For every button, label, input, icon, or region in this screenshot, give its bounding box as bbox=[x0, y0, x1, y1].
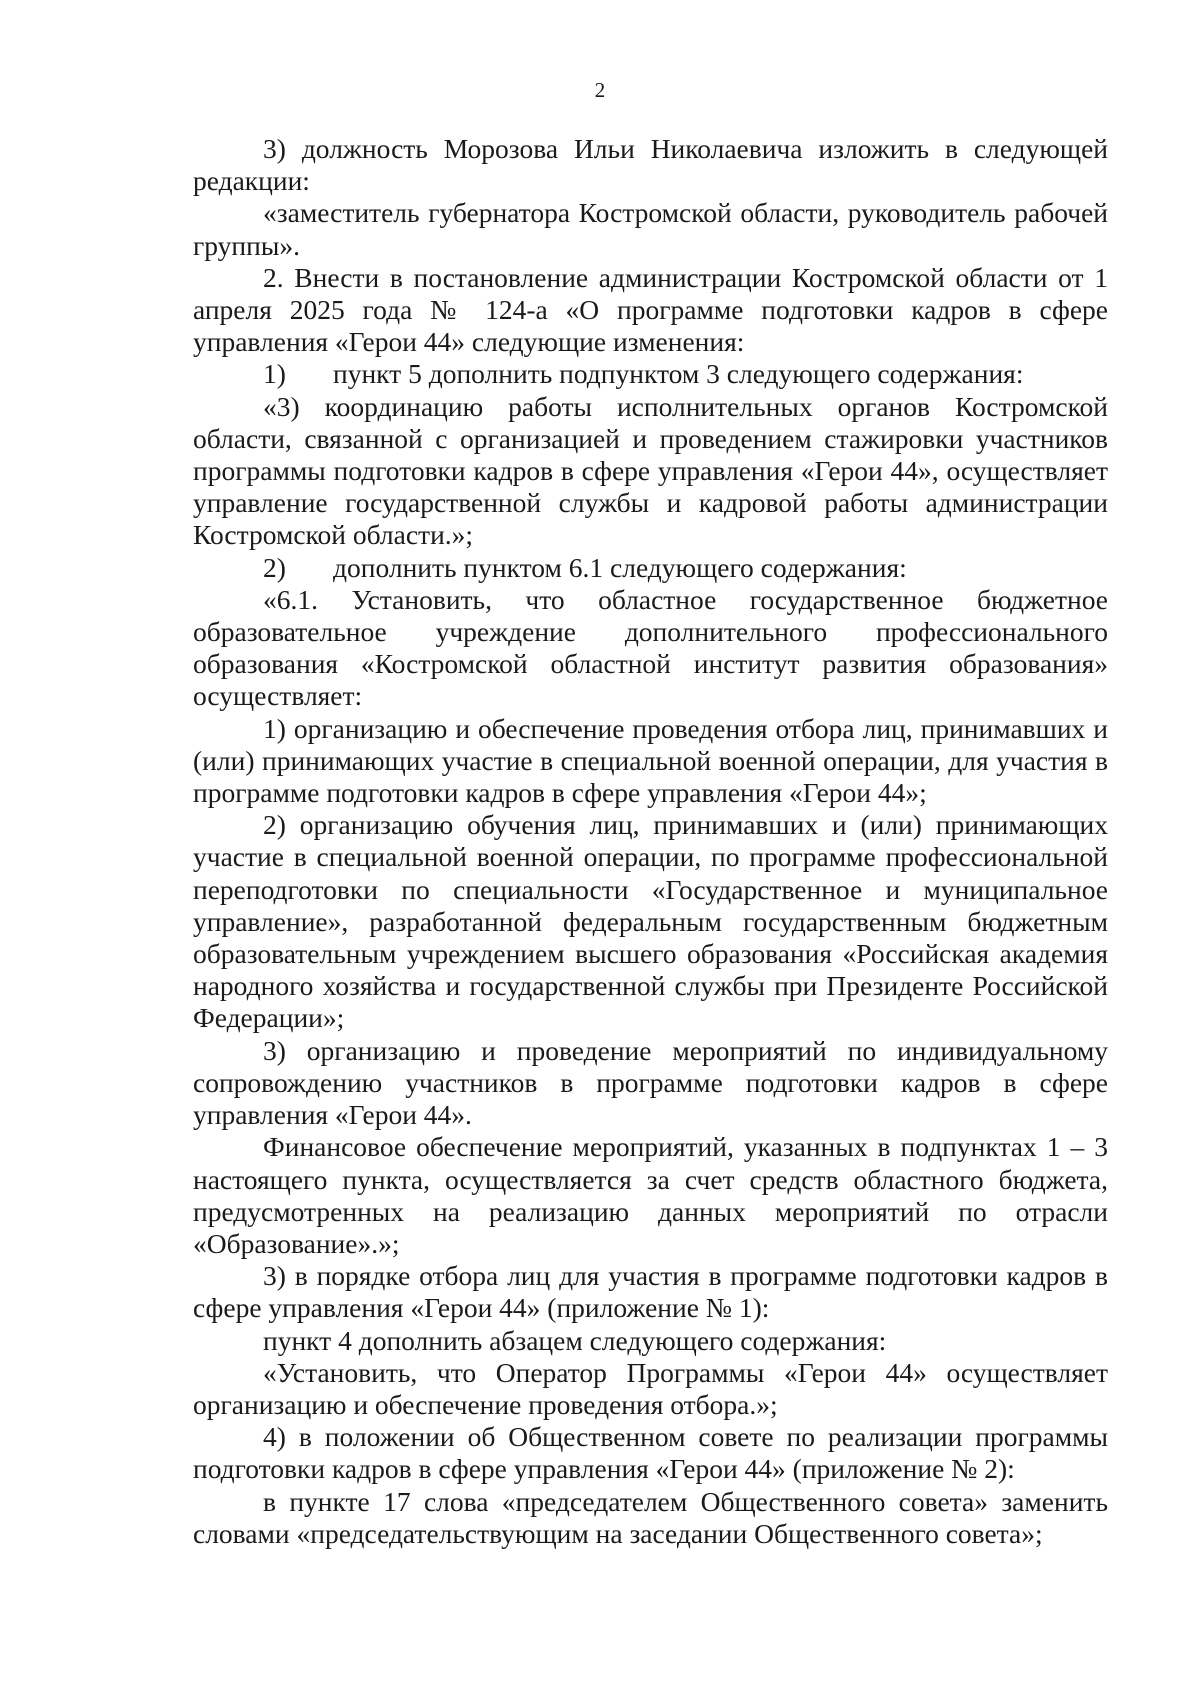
paragraph: 3) в порядке отбора лиц для участия в программе подготовки кадров в сфере управления «Герои 44» (приложение № 1): bbox=[193, 1260, 1108, 1324]
item-number: 1) bbox=[263, 358, 286, 390]
paragraph: «заместитель губернатора Костромской области, руководитель рабочей группы». bbox=[193, 197, 1108, 261]
numbered-item bbox=[193, 358, 1108, 390]
paragraph: 3) должность Морозова Ильи Николаевича изложить в следующей редакции: bbox=[193, 133, 1108, 197]
item-number: 2) bbox=[263, 551, 286, 583]
paragraph: Финансовое обеспечение мероприятий, указанных в подпунктах 1 – 3 настоящего пункта, осуществляется за счет средств областного бюджета, предусмотренных на реализацию данных мероприятий по отрасли «Образование».»; bbox=[193, 1131, 1108, 1259]
item-text: дополнить пунктом 6.1 следующего содержания: bbox=[333, 551, 907, 583]
page-number: 2 bbox=[594, 78, 606, 102]
item-text: пункт 5 дополнить подпунктом 3 следующего содержания: bbox=[333, 358, 1024, 390]
paragraph: пункт 4 дополнить абзацем следующего содержания: bbox=[263, 1324, 887, 1356]
paragraph: 4) в положении об Общественном совете по реализации программы подготовки кадров в сфере управления «Герои 44» (приложение № 2): bbox=[193, 1421, 1108, 1485]
paragraph: 2) организацию обучения лиц, принимавших и (или) принимающих участие в специальной военной операции, по программе профессиональной переподготовки по специальности «Государственное и муниципальное управление», разработанной федеральным государственным бюджетным образовательным учреждением высшего образования «Российская академия народного хозяйства и государственной службы при Президенте Российской Федерации»; bbox=[193, 809, 1108, 1034]
numbered-item bbox=[193, 552, 1108, 584]
paragraph: «3) координацию работы исполнительных органов Костромской области, связанной с организацией и проведением стажировки участников программы подготовки кадров в сфере управления «Герои 44», осуществляет управление государственной службы и кадровой работы администрации Костромской области.»; bbox=[193, 390, 1108, 551]
paragraph: 2. Внести в постановление администрации Костромской области от 1 апреля 2025 года № 124-а «О программе подготовки кадров в сфере управления «Герои 44» следующие изменения: bbox=[193, 261, 1108, 358]
document-body bbox=[193, 133, 1108, 1550]
paragraph: «Установить, что Оператор Программы «Герои 44» осуществляет организацию и обеспечение проведения отбора.»; bbox=[193, 1356, 1108, 1420]
paragraph: в пункте 17 слова «председателем Общественного совета» заменить словами «председательствующим на заседании Общественного совета»; bbox=[193, 1485, 1108, 1549]
paragraph: 3) организацию и проведение мероприятий по индивидуальному сопровождению участников в программе подготовки кадров в сфере управления «Герои 44». bbox=[193, 1034, 1108, 1131]
paragraph: 1) организацию и обеспечение проведения отбора лиц, принимавших и (или) принимающих участие в специальной военной операции, для участия в программе подготовки кадров в сфере управления «Герои 44»; bbox=[193, 712, 1108, 809]
paragraph: «6.1. Установить, что областное государственное бюджетное образовательное учреждение дополнительного профессионального образования «Костромской областной институт развития образования» осуществляет: bbox=[193, 583, 1108, 712]
